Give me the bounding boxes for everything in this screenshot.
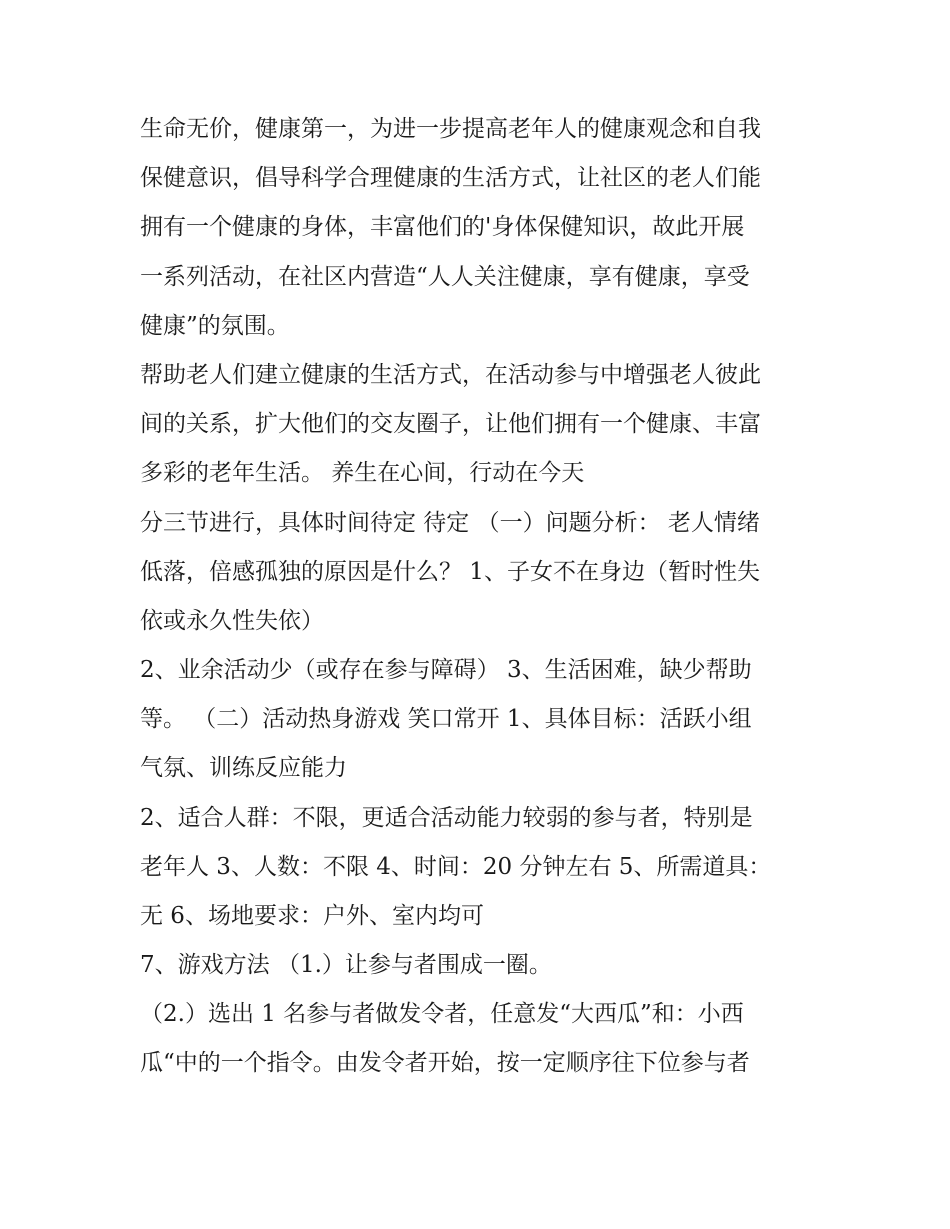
text-line: 气氛、训练反应能力 xyxy=(140,755,347,782)
paragraph-schedule xyxy=(140,499,820,647)
text-line: 帮助老人们建立健康的生活方式，在活动参与中增强老人彼此 xyxy=(140,362,761,388)
text-line: 分三节进行，具体时间待定 待定 （一）问题分析： 老人情绪 xyxy=(140,510,760,536)
text-line: 瓜“中的一个指令。由发令者开始，按一定顺序往下位参与者 xyxy=(140,1050,750,1077)
text-line: 无 6、场地要求：户外、室内均可 xyxy=(140,903,484,930)
text-line: 间的关系，扩大他们的交友圈子，让他们拥有一个健康、丰富 xyxy=(140,411,761,438)
text-line: 一系列活动，在社区内营造“人人关注健康，享有健康，享受 xyxy=(140,263,750,290)
paragraph-game-method xyxy=(140,941,820,990)
text-line: 低落，倍感孤独的原因是什么？ 1、子女不在身边（暂时性失 xyxy=(140,559,760,586)
paragraph-game-steps xyxy=(140,990,820,1088)
paragraph-causes xyxy=(140,646,820,794)
paragraph-intro xyxy=(140,105,820,351)
text-line: 老年人 3、人数：不限 4、时间：20 分钟左右 5、所需道具： xyxy=(140,854,772,881)
paragraph-game-details xyxy=(140,794,820,942)
text-line: 2、适合人群：不限，更适合活动能力较弱的参与者，特别是 xyxy=(140,805,753,831)
text-line: 多彩的老年生活。 养生在心间，行动在今天 xyxy=(140,460,585,487)
text-line: 保健意识，倡导科学合理健康的生活方式，让社区的老人们能 xyxy=(140,165,761,192)
text-line: 拥有一个健康的身体，丰富他们的'身体保健知识，故此开展 xyxy=(140,214,745,241)
text-line: 2、业余活动少（或存在参与障碍） 3、生活困难，缺少帮助 xyxy=(140,657,752,683)
text-line: 生命无价，健康第一，为进一步提高老年人的健康观念和自我 xyxy=(140,116,761,142)
paragraph-goal xyxy=(140,351,820,499)
text-line: （2.）选出 1 名参与者做发令者，任意发“大西瓜”和：小西 xyxy=(140,1001,744,1027)
text-line: 依或永久性失依） xyxy=(140,608,324,635)
text-line: 健康”的氛围。 xyxy=(140,312,290,339)
text-line: 7、游戏方法 （1.）让参与者围成一圈。 xyxy=(140,952,552,978)
text-line: 等。 （二）活动热身游戏 笑口常开 1、具体目标：活跃小组 xyxy=(140,706,752,733)
